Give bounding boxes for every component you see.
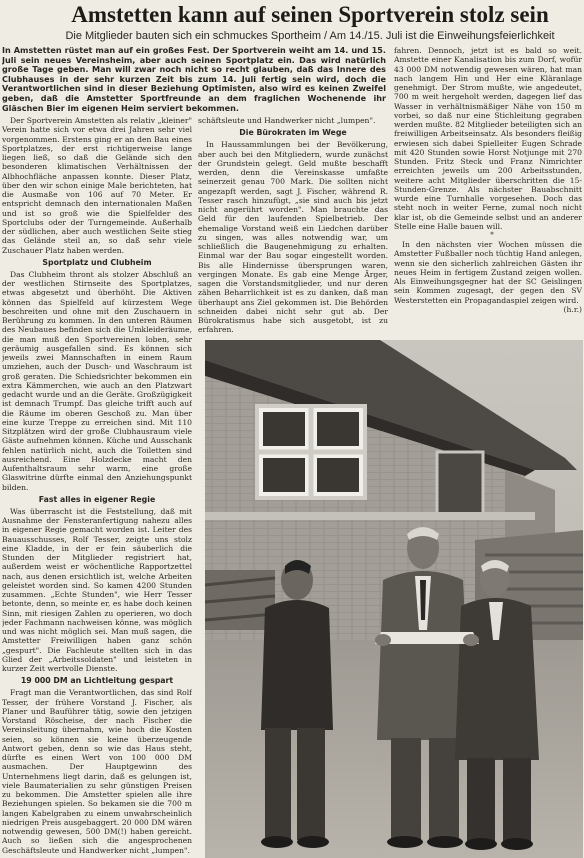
column-3 xyxy=(394,46,582,336)
col2-heading-1: Die Bürokraten im Wege xyxy=(239,128,347,138)
col3-paragraph-1: fahren. Dennoch, jetzt ist es bald so weit. Amstette einer Kanalisation bis zum Dorf, wofür 43 000 DM notwendig gewesen wären, hat man nach langem Hin und Her eine Kläranlage genehmigt. Der Strom mußte, wie angedeutet, 700 m weit hergeholt werden, dagegen lief das Wasser in verhältnismäßiger Nähe von 150 m vorbei, so daß nur eine Stichleitung gegraben werden mußte. 82 Mitglieder beteiligten sich an freiwilligen Arbeitseinsatz. Als besonders fleißig erwiesen sich dabei Spielleiter Eugen Schrade mit 420 Stunden sowie Horst Notjunge mit 270 Stunden. Fritz Steck und Franz Nimrichter erreichten jeweils um 200 Arbeitsstunden, weitere acht Mitglieder überschritten die 15-Stunden-Grenze. Als nächster Bauabschnitt wurde eine Turnhalle vorgesehen. Doch das steht noch in weiter Ferne, zumal noch nicht klar ist, ob die Gemeinde selbst und an anderer Stelle eine Halle bauen will. xyxy=(394,46,582,231)
separator-star: * xyxy=(490,231,494,239)
col2-paragraph-1: schäftsleute und Handwerker nicht „lumpen". xyxy=(198,116,376,125)
col1-heading-2: Fast alles in eigener Regie xyxy=(38,494,156,504)
col1-paragraph-2: Das Clubheim thront als stolzer Abschluß an der westlichen Stirnseite des Sportplatzes, etwas abgesetzt und überhöht. Die Aktiven können das Spielfeld auf kürzestem Wege beschreiten und ohne mit den Zuschauern in Berührung zu kommen. In den unteren Räumen des Neubaues befinden sich die Umkleideräume, die man muß den Sportvereinen loben, sehr geräumig ausgefallen sind. Es können sich jeweils zwei Mannschaften in einem Raum umziehen, auch der Dusch- und Waschraum ist groß geraten. Die Schiedsrichter bekommen ein extra Kämmerchen, wie auch an den Platzwart gedacht wurde und an die Geräte. Großzügigkeit ist demnach Trumpf. Das gleiche trifft auch auf die Räume im oberen Geschoß zu. Man über eine kurze Treppe zu erreichen sind. Mit 110 Sitzplätzen wird der große Clubhausraum viele Gäste aufnehmen können. Küche und Ausschank fehlen natürlich nicht, auch die Toiletten sind ausreichend. Eine Holzdecke macht den Aufenthaltsraum sehr warm, eine große Glaswitrine dürfte einmal den Anziehungspunkt bilden. xyxy=(2,269,192,492)
col1-heading-3: 19 000 DM an Lichtleitung gespart xyxy=(20,676,174,686)
lead-paragraph: In Amstetten rüstet man auf ein großes Fest. Der Sportverein weiht am 14. und 15. Juli sein neues Vereinsheim, aber auch seinen Sportplatz ein. Das wird natürlich große Tage geben. Man will zwar noch nicht so recht glauben, daß das Innere des Clubhauses in der sehr kurzen Zeit bis zum 14. Juli fertig sein wird, doch die Verantwortlichen sind in dieser Beziehung Optimisten, also wird es keinen Zweifel geben, daß die Amstetter Sportfreunde an dem fraglichen Wochenende ihr Gläschen Bier im eigenen Heim serviert bekommen. xyxy=(2,46,386,113)
column-1 xyxy=(2,116,192,858)
col3-paragraph-2: In den nächsten vier Wochen müssen die Amstetter Fußballer noch tüchtig Hand anlegen, wenn sie den sicherlich zahlreichen Gästen ihr neues Heim in fertigem Zustand zeigen wollen. Als Einweihungsgegner hat der SC Geislingen sein Kommen zugesagt, der gegen den SV Westerstetten ein Propagandaspiel zeigen wird. xyxy=(394,240,582,305)
clubhouse-photo xyxy=(205,340,583,858)
author-signature: (h.r.) xyxy=(563,304,582,314)
headline: Amstetten kann auf seinen Sportverein stolz sein xyxy=(71,2,549,27)
col2-paragraph-2: In Haussammlungen bei der Bevölkerung, aber auch bei den Mitgliedern, wurde zunächst der Grundstein gelegt. Geld mußte beschafft werden, denn die Vereinskasse umfaßte seinerzeit genau 700 Mark. Die sollten nicht angezapft werden, sagt J. Fischer, während R. Tesser rasch hinzufügt, „sie sind auch bis jetzt nicht angerührt worden". Man brauchte das Geld für den laufenden Spielbetrieb. Der ehemalige Vorstand weiß ein Liedchen darüber zu singen, was alles notwendig war, um schließlich die Baugenehmigung zu erhalten. Einmal war der Bau sogar eingestellt worden. Bis alle Hindernisse übersprungen waren, vergingen Monate. Es gab eine Menge Ärger, sagen die Vorstandsmitglieder, und nur deren zähen Beharrlichkeit ist es zu danken, daß man überhaupt ans Ziel gekommen ist. Die Behörden schneiden dabei nicht sehr gut ab. Der Bürokratismus habe sich ausgetobt, ist zu erfahren. xyxy=(198,140,388,335)
col1-paragraph-1: Der Sportverein Amstetten als relativ „kleiner" Verein hatte sich vor etwa drei Jahren sehr viel vorgenommen. Erstens ging er an den Bau eines Sportplatzes, der erst richtigerweise lange liegen ließ, so daß die Gelände sich den besonderen klimatischen Verhältnissen der Albhochfläche anpassen konnte. Dieser Platz, über den wir schon einige Male berichteten, hat die Ausmaße von 106 auf 70 Meter. Er entspricht demnach den internationalen Maßen und ist so groß wie die Spielfelder des Sportclubs oder der Turngemeinde. Außerhalb der südlichen, aber auch westlichen Seite stieg das Gelände steil an, so daß sehr viele Zuschauer Platz haben werden. xyxy=(2,116,192,255)
photo-building-plan xyxy=(375,632,479,644)
col1-paragraph-4: Fragt man die Verantwortlichen, das sind Rolf Tesser, der frühere Vorstand J. Fischer, als Planer und Bauführer tätig, sowie den jetzigen Vorstand Röscheise, der nach Fischer die Vereinsleitung übernahm, wie hoch die Kosten seien, so können sie keine überzeugende Antwort geben, denn so wie das Haus steht, dürfte es einen Wert von 100 000 DM ausmachen. Der Hauptgewinn des Unternehmens liegt darin, daß es gelungen ist, viele Baumaterialien zu sehr günstigen Preisen zu bekommen. Die Amstetter spielen alle ihre Beziehungen spielen. So bekamen sie die 700 m langen Kabelgraben zu einem unwahrscheinlich niedrigen Preis ausgebaggert. 20 000 DM wären notwendig gewesen, 500 DM(!) haben gereicht. Auch so ließen sich die angesprochenen Geschäftsleute und Handwerker nicht „lumpen". xyxy=(2,688,192,855)
col1-paragraph-3: Was überrascht ist die Feststellung, daß mit Ausnahme der Fensteranfertigung nahezu alles in eigener Regie gemacht worden ist. Leiter des Bauausschusses, Rolf Tesser, zeigte uns stolz eine Kladde, in der er fein säuberlich die Stunden der Mitglieder registriert hat, außerdem weist er wöchentliche Rapportzettel nach, aus denen ersichtlich ist, welche Arbeiten geleistet worden sind. So kamen 4200 Stunden zusammen. „Echte Stunden", wie Herr Tesser betonte, denn, so meinte er, es habe doch keinen Sinn, mit riesigen Zahlen zu operieren, wo doch jeder Fachmann nachweisen könne, was möglich und was nicht möglich sei. Man muß sagen, die Amstetter Freiwilligen haben ganz schön „gespurt". Die Fachleute stellten sich in das Glied der „Arbeitssoldaten" und leisteten in kurzer Zeit wertvolle Dienste. xyxy=(2,506,192,673)
subheadline: Die Mitglieder bauten sich ein schmuckes Sportheim / Am 14./15. Juli ist die Einweihungsfeierlichkeit xyxy=(65,30,555,42)
column-2 xyxy=(198,116,388,336)
col1-heading-1: Sportplatz und Clubheim xyxy=(42,257,152,267)
